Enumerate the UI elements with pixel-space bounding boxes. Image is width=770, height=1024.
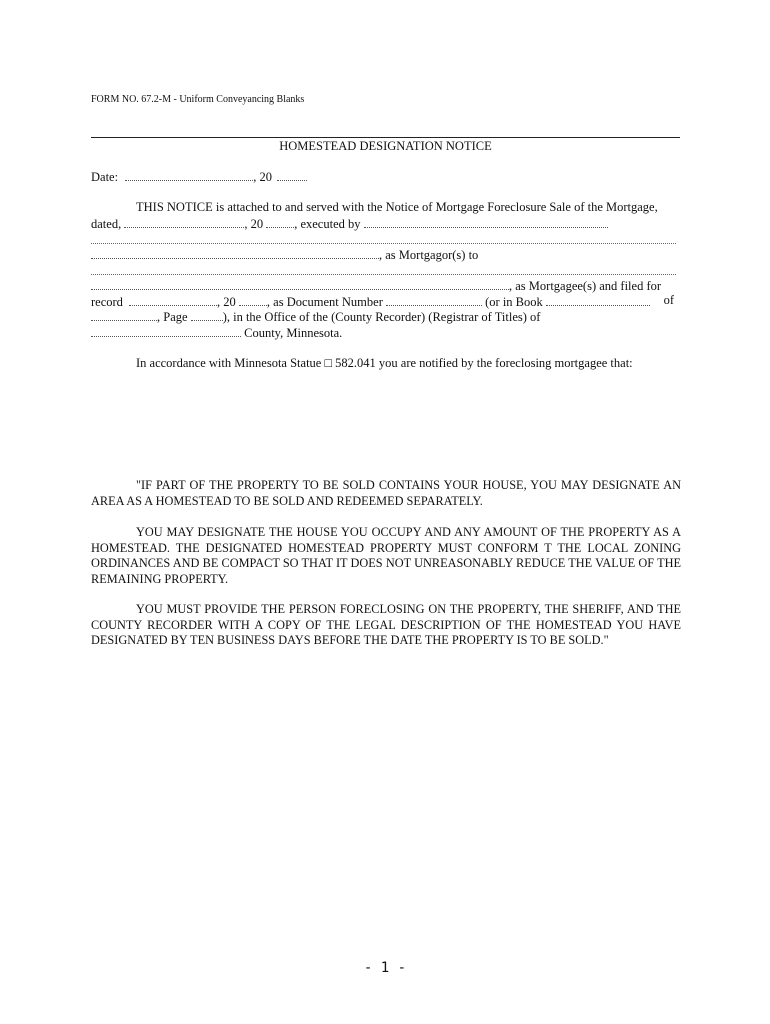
dated-year-blank[interactable]: [266, 215, 294, 228]
dated-label: dated,: [91, 217, 122, 231]
notice-paragraph-1-text: "IF PART OF THE PROPERTY TO BE SOLD CONTAINS YOUR HOUSE, YOU MAY DESIGNATE AN AREA AS A HOMESTEAD TO BE SOLD AND REDEEMED SEPARATELY.: [91, 478, 681, 508]
mortgagor-blank-1[interactable]: [91, 243, 676, 244]
executed-by-label: , executed by: [294, 217, 361, 231]
page-prefix-blank[interactable]: [91, 308, 157, 321]
notice-paragraph-2-text: YOU MAY DESIGNATE THE HOUSE YOU OCCUPY AND ANY AMOUNT OF THE PROPERTY AS A HOMESTEAD. THE DESIGNATED HOMESTEAD PROPERTY MUST CONFORM T THE LOCAL ZONING ORDINANCES AND BE COMPACT SO THAT IT DOES NOT UNREASONABLY REDUCE THE VALUE OF THE REMAINING PROPERTY.: [91, 525, 681, 586]
county-line: [91, 324, 342, 341]
mortgagor-blank-2[interactable]: [91, 246, 379, 259]
record-blank[interactable]: [129, 293, 217, 306]
office-label: ), in the Office of the (County Recorder) (Registrar of Titles) of: [222, 310, 541, 324]
date-year-blank[interactable]: [277, 168, 307, 181]
mortgagee-blank-1[interactable]: [91, 274, 676, 275]
page-blank[interactable]: [191, 308, 223, 321]
date-year-prefix: , 20: [253, 170, 272, 184]
dated-year-prefix: , 20: [244, 217, 264, 231]
mortgagor-line: [91, 246, 478, 263]
dated-line: [91, 215, 608, 232]
record-label: record: [91, 295, 123, 309]
mortgagee-blank-2[interactable]: [91, 277, 509, 290]
book-blank[interactable]: [546, 293, 650, 306]
date-label: Date:: [91, 170, 119, 184]
document-number-label: , as Document Number: [266, 295, 383, 309]
title-rule: [91, 137, 680, 138]
record-year-blank[interactable]: [239, 293, 267, 306]
dated-blank[interactable]: [124, 215, 244, 228]
page-label: , Page: [157, 310, 188, 324]
notice-paragraph-3-text: YOU MUST PROVIDE THE PERSON FORECLOSING ON THE PROPERTY, THE SHERIFF, AND THE COUNTY RECORDER WITH A COPY OF THE LEGAL DESCRIPTION OF THE HOMESTEAD YOU HAVE DESIGNATED BY TEN BUSINESS DAYS BEFORE THE DATE THE PROPERTY IS TO BE SOLD.": [91, 602, 681, 647]
page-line: [91, 308, 540, 325]
mortgagee-line: [91, 277, 661, 294]
date-line: [91, 168, 307, 185]
record-year-prefix: , 20: [217, 295, 236, 309]
page-number: - 1 -: [363, 960, 407, 976]
mortgagor-label: , as Mortgagor(s) to: [379, 248, 479, 262]
county-label: County, Minnesota.: [244, 326, 343, 340]
mortgagee-label: , as Mortgagee(s) and filed for: [509, 279, 662, 293]
document-number-blank[interactable]: [386, 293, 482, 306]
notice-paragraph-2: [91, 525, 681, 587]
executed-by-blank[interactable]: [364, 215, 608, 228]
intro-line-1: THIS NOTICE is attached to and served with the Notice of Mortgage Foreclosure Sale of the Mortgage,: [136, 200, 658, 214]
notice-paragraph-3: [91, 602, 681, 649]
county-blank[interactable]: [91, 324, 241, 337]
document-title: HOMESTEAD DESIGNATION NOTICE: [279, 139, 492, 153]
date-blank[interactable]: [125, 168, 253, 181]
statute-line: In accordance with Minnesota Statue □ 582.041 you are notified by the foreclosing mortgagee that:: [136, 356, 633, 370]
book-label: (or in Book: [485, 295, 543, 309]
notice-paragraph-1: [91, 478, 681, 509]
form-header: FORM NO. 67.2-M - Uniform Conveyancing Blanks: [91, 94, 305, 105]
of-label: of: [663, 293, 674, 307]
